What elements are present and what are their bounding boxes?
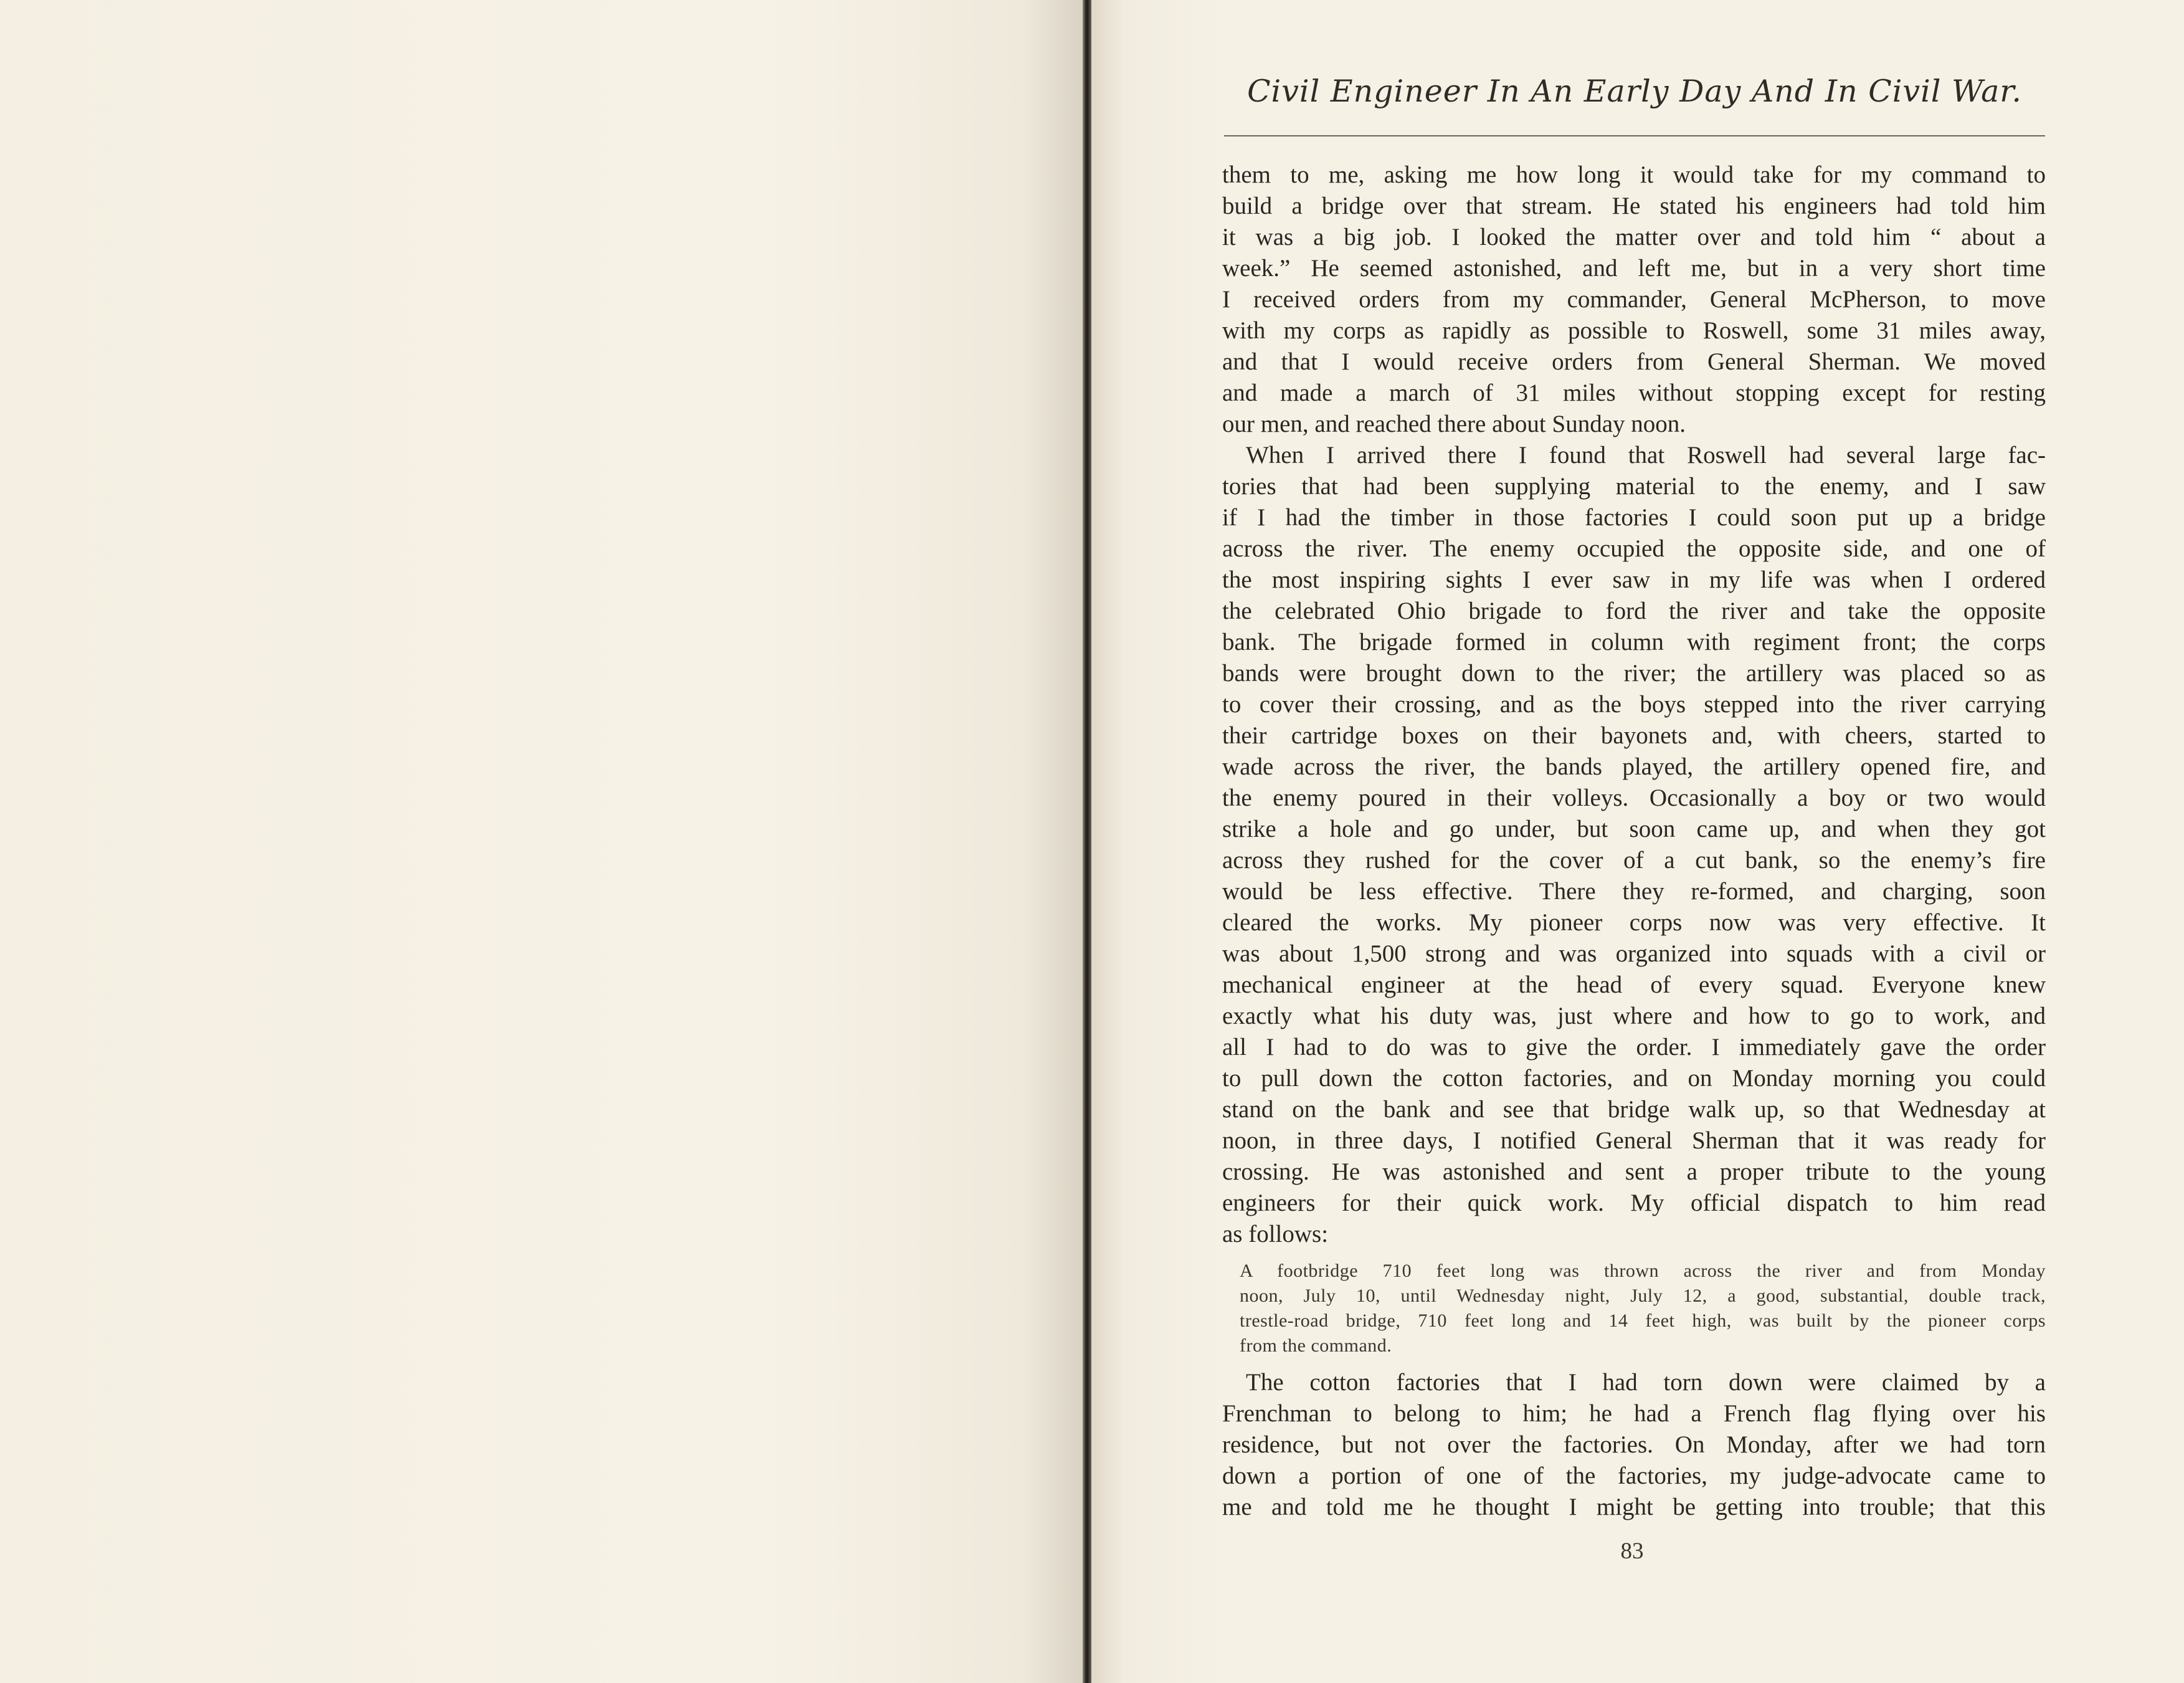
paragraph-2-line: exactly what his duty was, just where and how to go to work, and <box>1222 1003 2046 1029</box>
dispatch-quote-line: noon, July 10, until Wednesday night, July 12, a good, substantial, double track, <box>1240 1285 2046 1306</box>
paragraph-3-line: Frenchman to belong to him; he had a French flag flying over his <box>1222 1400 2046 1427</box>
paragraph-1 <box>1222 160 2046 440</box>
paragraph-2-line: across the river. The enemy occupied the opposite side, and one of <box>1222 535 2046 562</box>
paragraph-2-line: across they rushed for the cover of a cut bank, so the enemy’s fire <box>1222 847 2046 874</box>
paragraph-2-line: was about 1,500 strong and was organized into squads with a civil or <box>1222 940 2046 967</box>
paragraph-2-line: When I arrived there I found that Roswell had several large fac- <box>1246 442 2046 469</box>
paragraph-2-line: engineers for their quick work. My official dispatch to him read <box>1222 1190 2046 1216</box>
dispatch-quote-line: from the command. <box>1240 1335 1392 1356</box>
paragraph-2-line: bank. The brigade formed in column with regiment front; the corps <box>1222 629 2046 656</box>
paragraph-3-line: residence, but not over the factories. On Monday, after we had torn <box>1222 1431 2046 1458</box>
book-gutter <box>1083 0 1091 1683</box>
paragraph-1-line: and that I would receive orders from General Sherman. We moved <box>1222 348 2046 375</box>
paragraph-3 <box>1222 1367 2046 1523</box>
paragraph-1-line: I received orders from my commander, General McPherson, to move <box>1222 286 2046 313</box>
dispatch-quote <box>1222 1259 2046 1358</box>
running-head: Civil Engineer In An Early Day And In Civil War. <box>1247 74 2022 109</box>
paragraph-2-line: noon, in three days, I notified General Sherman that it was ready for <box>1222 1127 2046 1154</box>
paragraph-1-line: build a bridge over that stream. He stated his engineers had told him <box>1222 193 2046 219</box>
dispatch-quote-line: A footbridge 710 feet long was thrown across the river and from Monday <box>1240 1261 2046 1281</box>
paragraph-2-line: strike a hole and go under, but soon came up, and when they got <box>1222 816 2046 842</box>
paragraph-2-line: to pull down the cotton factories, and on Monday morning you could <box>1222 1065 2046 1092</box>
paragraph-1-line: and made a march of 31 miles without stopping except for resting <box>1222 379 2046 406</box>
paragraph-2-line: as follows: <box>1222 1221 1329 1247</box>
paragraph-2-line: the celebrated Ohio brigade to ford the river and take the opposite <box>1222 598 2046 624</box>
header-rule <box>1224 135 2045 136</box>
paragraph-2-line: would be less effective. There they re-formed, and charging, soon <box>1222 878 2046 905</box>
paragraph-2-line: their cartridge boxes on their bayonets and, with cheers, started to <box>1222 722 2046 749</box>
page-number: 83 <box>1620 1538 1644 1564</box>
paragraph-1-line: it was a big job. I looked the matter over and told him “ about a <box>1222 224 2046 250</box>
left-blank-page <box>0 0 1087 1683</box>
paragraph-3-line: me and told me he thought I might be getting into trouble; that this <box>1222 1494 2046 1520</box>
dispatch-quote-line: trestle-road bridge, 710 feet long and 14 feet high, was built by the pioneer corps <box>1240 1310 2046 1331</box>
paragraph-1-line: our men, and reached there about Sunday noon. <box>1222 411 1686 437</box>
paragraph-3-line: The cotton factories that I had torn down were claimed by a <box>1246 1369 2046 1396</box>
paragraph-2-line: bands were brought down to the river; the artillery was placed so as <box>1222 660 2046 687</box>
paragraph-1-line: with my corps as rapidly as possible to Roswell, some 31 miles away, <box>1222 317 2046 344</box>
paragraph-2-line: all I had to do was to give the order. I immediately gave the order <box>1222 1034 2046 1061</box>
paragraph-2-line: to cover their crossing, and as the boys stepped into the river carrying <box>1222 691 2046 718</box>
body-text <box>1222 160 2046 1523</box>
paragraph-2 <box>1222 440 2046 1250</box>
paragraph-2-line: if I had the timber in those factories I could soon put up a bridge <box>1222 504 2046 531</box>
paragraph-2-line: the most inspiring sights I ever saw in my life was when I ordered <box>1222 566 2046 593</box>
paragraph-2-line: cleared the works. My pioneer corps now was very effective. It <box>1222 909 2046 936</box>
paragraph-2-line: wade across the river, the bands played, the artillery opened fire, and <box>1222 753 2046 780</box>
paragraph-2-line: mechanical engineer at the head of every squad. Everyone knew <box>1222 971 2046 998</box>
paragraph-2-line: tories that had been supplying material to the enemy, and I saw <box>1222 473 2046 500</box>
paragraph-1-line: week.” He seemed astonished, and left me, but in a very short time <box>1222 255 2046 282</box>
paragraph-1-line: them to me, asking me how long it would take for my command to <box>1222 161 2046 188</box>
paragraph-2-line: crossing. He was astonished and sent a proper tribute to the young <box>1222 1158 2046 1185</box>
paragraph-3-line: down a portion of one of the factories, my judge-advocate came to <box>1222 1462 2046 1489</box>
paragraph-2-line: the enemy poured in their volleys. Occasionally a boy or two would <box>1222 784 2046 811</box>
paragraph-2-line: stand on the bank and see that bridge walk up, so that Wednesday at <box>1222 1096 2046 1123</box>
